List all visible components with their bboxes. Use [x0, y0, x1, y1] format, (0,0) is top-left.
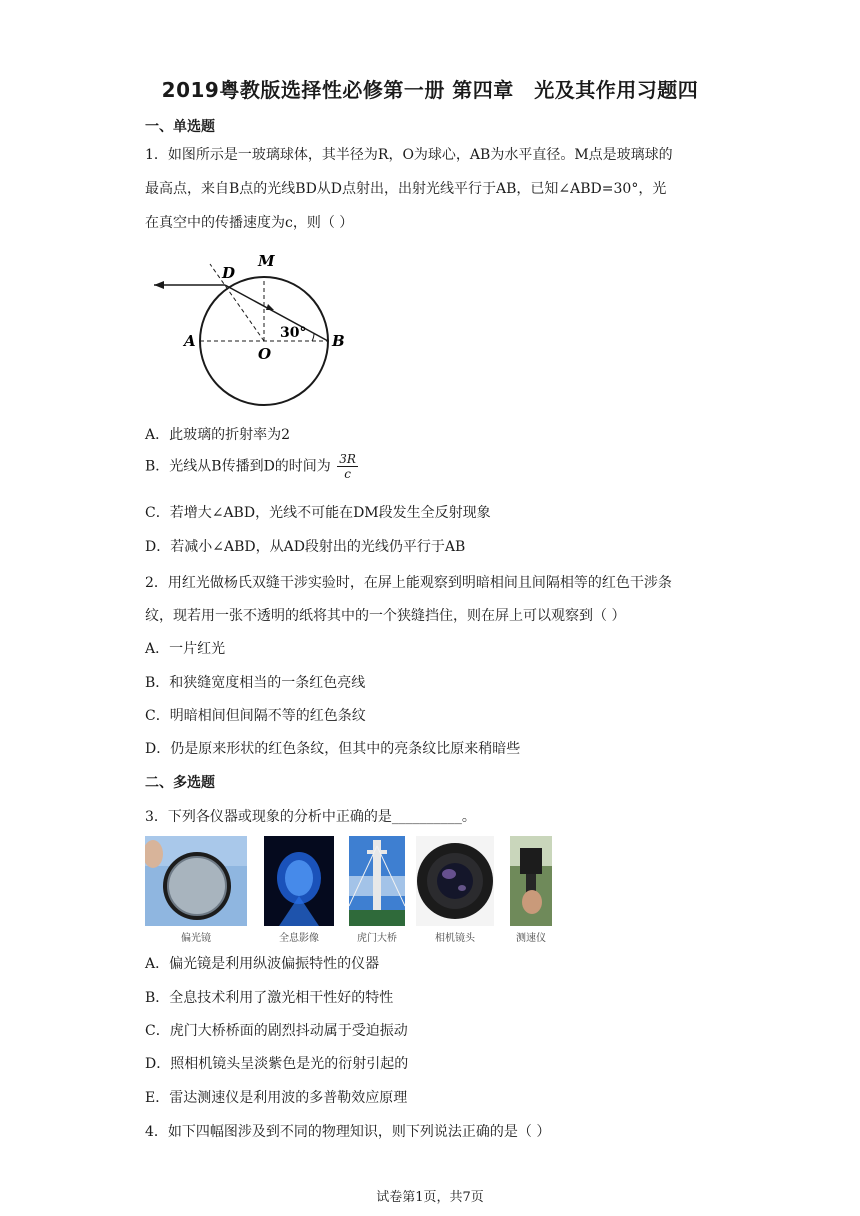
section-single-choice: 一、单选题: [145, 119, 215, 135]
photo-humen-bridge: [349, 836, 405, 926]
q1-text-line3: 在真空中的传播速度为c，则（ ）: [145, 215, 354, 231]
q3-text-line1: 3．下列各仪器或现象的分析中正确的是__________。: [145, 809, 476, 825]
page-footer: 试卷第1页，共7页: [376, 1190, 484, 1205]
caption-hologram: 全息影像: [279, 933, 319, 944]
q2-text-line1: 2．用红光做杨氏双缝干涉实验时，在屏上能观察到明暗相间且间隔相等的红色干涉条: [145, 575, 672, 591]
q1-option-c: C．若增大∠ABD，光线不可能在DM段发生全反射现象: [145, 505, 491, 521]
q3-option-c: C．虎门大桥桥面的剧烈抖动属于受迫振动: [145, 1023, 408, 1039]
label-m: M: [258, 252, 275, 270]
photo-hologram: [264, 836, 334, 926]
q1-figure-glass-sphere: [140, 246, 370, 416]
ray-bd: [225, 285, 328, 341]
label-a: A: [184, 332, 196, 350]
label-d: D: [222, 264, 236, 282]
ray-bd-arrow: [266, 304, 274, 310]
label-angle: 30°: [280, 325, 307, 341]
outgoing-ray-arrow: [154, 281, 164, 289]
q3-option-e: E．雷达测速仪是利用波的多普勒效应原理: [145, 1090, 408, 1106]
fraction-numerator: 3R: [339, 452, 356, 466]
label-b: B: [332, 332, 345, 350]
q3-option-a: A．偏光镜是利用纵波偏振特性的仪器: [145, 956, 380, 972]
q3-option-b: B．全息技术利用了激光相干性好的特性: [145, 990, 394, 1006]
q1-option-b-text: B．光线从B传播到D的时间为: [145, 458, 331, 475]
caption-humen-bridge: 虎门大桥: [357, 933, 397, 944]
q4-text-line1: 4．如下四幅图涉及到不同的物理知识，则下列说法正确的是（ ）: [145, 1124, 551, 1140]
q2-text-line2: 纹，现若用一张不透明的纸将其中的一个狭缝挡住，则在屏上可以观察到（ ）: [145, 608, 626, 624]
q1-text-line2: 最高点，来自B点的光线BD从D点射出，出射光线平行于AB，已知∠ABD=30°，光: [145, 181, 667, 197]
caption-speed-radar: 测速仪: [516, 933, 546, 944]
fraction-denominator: c: [344, 467, 351, 481]
q2-option-a: A．一片红光: [145, 641, 226, 657]
q3-option-d: D．照相机镜头呈淡紫色是光的衍射引起的: [145, 1056, 409, 1072]
page-title: 2019粤教版选择性必修第一册 第四章 光及其作用习题四: [161, 78, 699, 102]
angle-arc: [312, 333, 314, 341]
q2-option-d: D．仍是原来形状的红色条纹，但其中的亮条纹比原来稍暗些: [145, 741, 521, 757]
section-multiple-choice: 二、多选题: [145, 775, 215, 791]
q2-option-c: C．明暗相间但间隔不等的红色条纹: [145, 708, 366, 724]
q1-option-b: [145, 452, 358, 481]
caption-polarizer: 偏光镜: [181, 933, 211, 944]
photo-polarizer: [145, 836, 247, 926]
label-o: O: [258, 345, 272, 363]
q2-option-b: B．和狭缝宽度相当的一条红色亮线: [145, 675, 366, 691]
q1-option-a: A．此玻璃的折射率为2: [145, 427, 291, 443]
photo-camera-lens: [416, 836, 494, 926]
photo-speed-radar: [510, 836, 552, 926]
caption-camera-lens: 相机镜头: [435, 933, 475, 944]
q1-option-b-fraction: [337, 452, 358, 481]
q1-option-d: D．若减小∠ABD，从AD段射出的光线仍平行于AB: [145, 539, 466, 555]
q1-text-line1: 1．如图所示是一玻璃球体，其半径为R，O为球心，AB为水平直径。M点是玻璃球的: [145, 147, 673, 163]
